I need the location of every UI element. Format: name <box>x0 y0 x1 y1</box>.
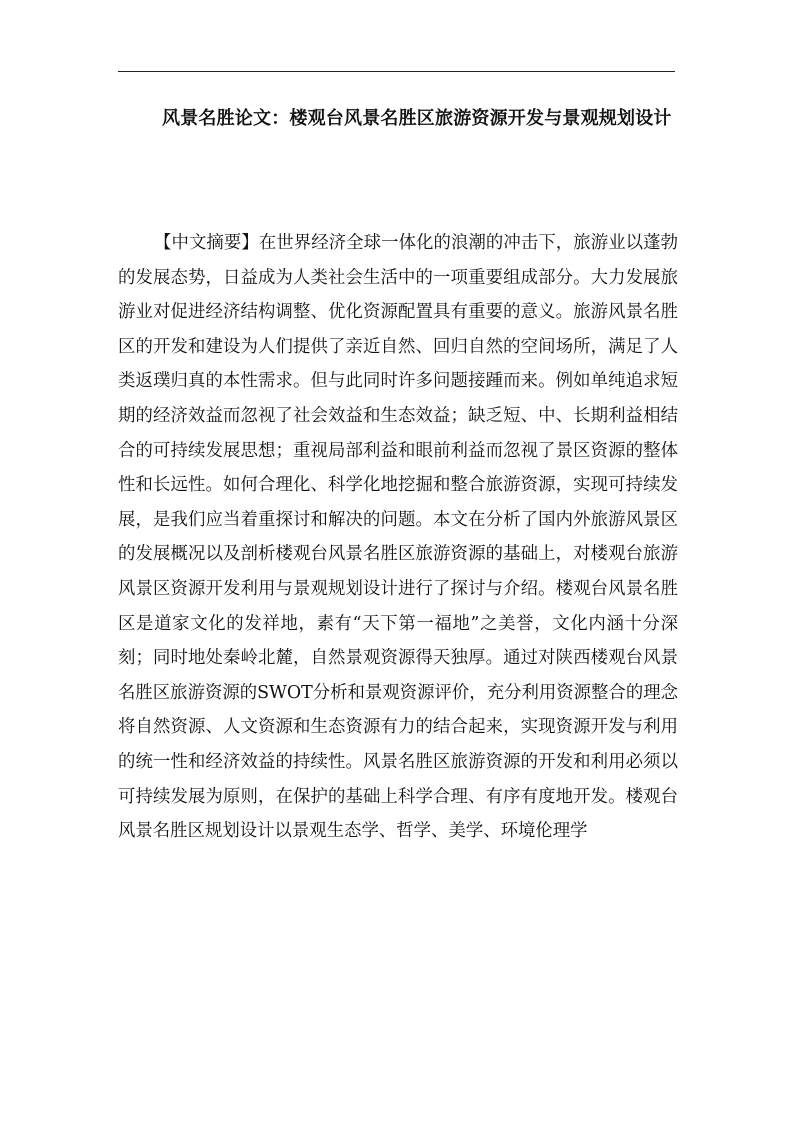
abstract-paragraph: 【中文摘要】在世界经济全球一体化的浪潮的冲击下，旅游业以蓬勃的发展态势，日益成为人类社会生活中的一项重要组成部分。大力发展旅游业对促进经济结构调整、优化资源配置具有重要的意义。旅游风景名胜区的开发和建设为人们提供了亲近自然、回归自然的空间场所，满足了人类返璞归真的本性需求。但与此同时许多问题接踵而来。例如单纯追求短期的经济效益而忽视了社会效益和生态效益；缺乏短、中、长期利益相结合的可持续发展思想；重视局部利益和眼前利益而忽视了景区资源的整体性和长远性。如何合理化、科学化地挖掘和整合旅游资源，实现可持续发展，是我们应当着重探讨和解决的问题。本文在分析了国内外旅游风景区的发展概况以及剖析楼观台风景名胜区旅游资源的基础上，对楼观台旅游风景区资源开发利用与景观规划设计进行了探讨与介绍。楼观台风景名胜区是道家文化的发祥地，素有“天下第一福地”之美誉，文化内涵十分深刻；同时地处秦岭北麓，自然景观资源得天独厚。通过对陕西楼观台风景名胜区旅游资源的SWOT分析和景观资源评价，充分利用资源整合的理念将自然资源、人文资源和生态资源有力的结合起来，实现资源开发与利用的统一性和经济效益的持续性。风景名胜区旅游资源的开发和利用必须以可持续发展为原则，在保护的基础上科学合理、有序有度地开发。楼观台风景名胜区规划设计以景观生态学、哲学、美学、环境伦理学 <box>118 233 678 842</box>
header-rule <box>118 71 675 72</box>
document-title: 风景名胜论文：楼观台风景名胜区旅游资源开发与景观规划设计 <box>162 108 672 129</box>
